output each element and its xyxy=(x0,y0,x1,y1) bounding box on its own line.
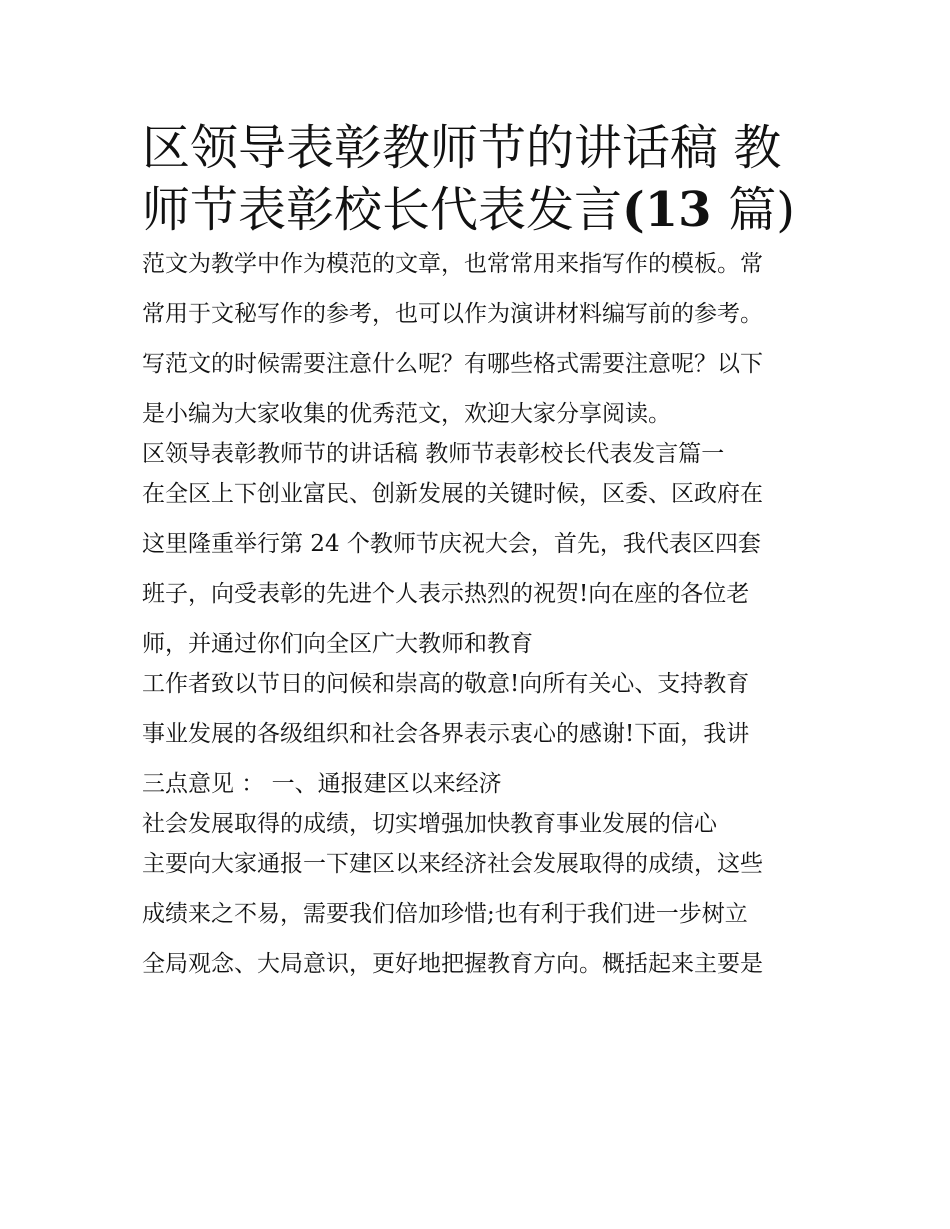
body-line: 这里隆重举行第 24 个教师节庆祝大会，首先，我代表区四套 xyxy=(142,531,761,557)
body-line: 三点意见 ： 一、通报建区以来经济 xyxy=(142,771,502,797)
title-line-1: 区领导表彰教师节的讲话稿 教 xyxy=(142,120,782,176)
document-body xyxy=(142,253,814,976)
title-line-2 xyxy=(142,179,814,241)
body-line: 工作者致以节日的问候和崇高的敬意!向所有关心、支持教育 xyxy=(142,671,750,697)
body-line: 班子，向受表彰的先进个人表示热烈的祝贺!向在座的各位老 xyxy=(142,581,750,607)
title-line-2-end: 篇) xyxy=(728,182,795,238)
body-line: 全局观念、大局意识，更好地把握教育方向。概括起来主要是 xyxy=(142,951,763,977)
body-line: 常用于文秘写作的参考，也可以作为演讲材料编写前的参考。 xyxy=(142,301,763,327)
document-title xyxy=(142,117,814,241)
title-article-count: (13 xyxy=(622,182,729,238)
body-line: 范文为教学中作为模范的文章，也常常用来指写作的模板。常 xyxy=(142,251,763,277)
body-line: 社会发展取得的成绩，切实增强加快教育事业发展的信心 xyxy=(142,811,717,837)
body-line: 写范文的时候需要注意什么呢？有哪些格式需要注意呢？以下 xyxy=(142,351,763,377)
body-line: 在全区上下创业富民、创新发展的关键时候，区委、区政府在 xyxy=(142,481,763,507)
body-line: 是小编为大家收集的优秀范文，欢迎大家分享阅读。 xyxy=(142,401,671,427)
document-page xyxy=(142,117,814,976)
title-line-2-text: 师节表彰校长代表发言 xyxy=(142,182,623,238)
body-line: 成绩来之不易，需要我们倍加珍惜;也有利于我们进一步树立 xyxy=(142,901,748,927)
body-line: 事业发展的各级组织和社会各界表示衷心的感谢!下面，我讲 xyxy=(142,721,750,747)
body-line: 师，并通过你们向全区广大教师和教育 xyxy=(142,631,533,657)
body-line: 主要向大家通报一下建区以来经济社会发展取得的成绩，这些 xyxy=(142,851,763,877)
section-heading: 区领导表彰教师节的讲话稿 教师节表彰校长代表发言篇一 xyxy=(142,441,725,467)
